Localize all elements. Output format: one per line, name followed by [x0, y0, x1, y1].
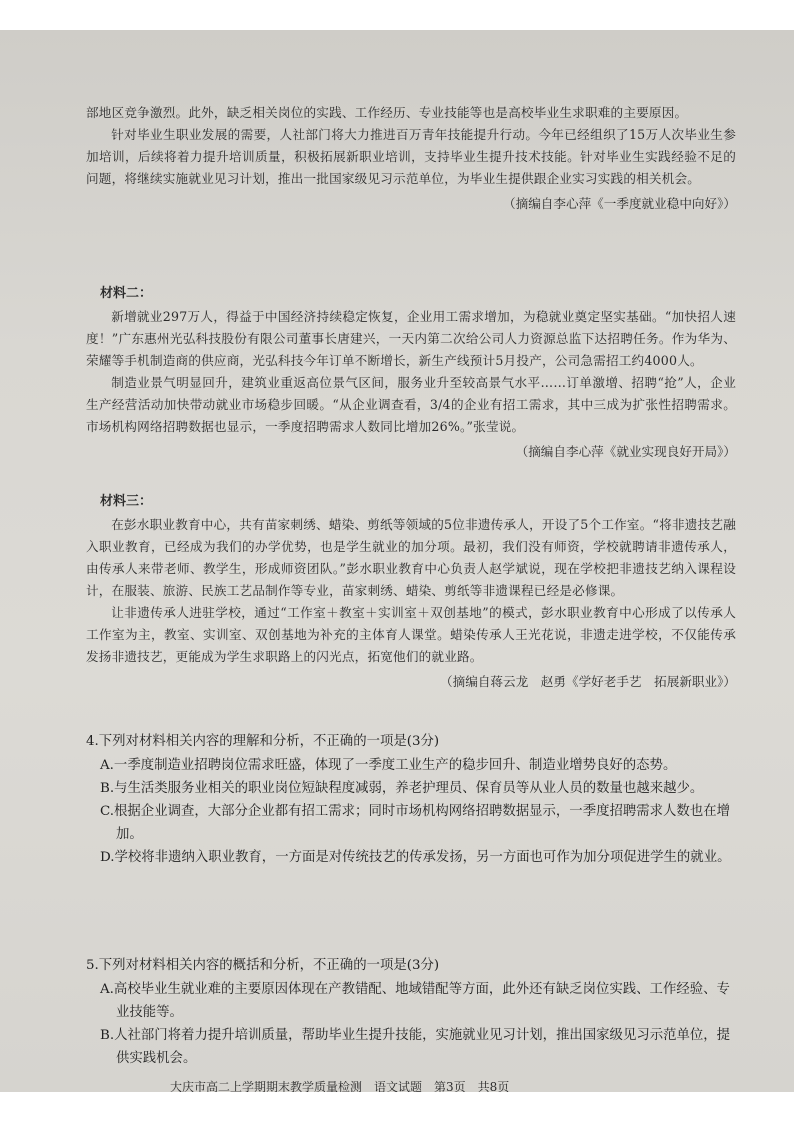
material-three-heading: 材料三：: [100, 494, 153, 509]
paragraph-1: 部地区竞争激烈。此外，缺乏相关岗位的实践、工作经历、专业技能等也是高校毕业生求职难的主要原因。: [86, 105, 688, 120]
source-1: （摘编自李心萍《一季度就业稳中向好》）: [503, 196, 736, 211]
question-4-option-a: A.一季度制造业招聘岗位需求旺盛，体现了一季度工业生产的稳步回升、制造业增势良好的态势。: [100, 758, 677, 773]
question-4-option-d: D.学校将非遗纳入职业教育，一方面是对传统技艺的传承发扬，另一方面也可作为加分项促进学生的就业。: [100, 850, 731, 865]
paragraph-6: 让非遗传承人进驻学校，通过“工作室＋教室＋实训室＋双创基地”的模式，彭水职业教育中心形成了以传承人工作室为主，教室、实训室、双创基地为补充的主体育人课堂。蜡染传承人王光花说，非遗走进学校，不仅能传承发扬非遗技艺，更能成为学生求职路上的闪光点，拓宽他们的就业路。: [86, 605, 736, 664]
paragraph-2: 针对毕业生职业发展的需要，人社部门将大力推进百万青年技能提升行动。今年已经组织了15万人次毕业生参加培训，后续将着力提升培训质量，积极拓展新职业培训，支持毕业生提升技术技能。针对毕业生实践经验不足的问题，将继续实施就业见习计划，推出一批国家级见习示范单位，为毕业生提供跟企业实习实践的相关机会。: [86, 127, 736, 186]
page-footer: 大庆市高二上学期期末教学质量检测 语文试题 第3页 共8页: [170, 1080, 510, 1092]
source-3: （摘编自蒋云龙 赵勇《学好老手艺 拓展新职业》）: [440, 674, 736, 689]
question-4-option-b: B.与生活类服务业相关的职业岗位短缺程度减弱，养老护理员、保育员等从业人员的数量也越来越少。: [100, 781, 704, 796]
paragraph-5: 在彭水职业教育中心，共有苗家刺绣、蜡染、剪纸等领域的5位非遗传承人，开设了5个工作室。“将非遗技艺融入职业教育，已经成为我们的办学优势，也是学生就业的加分项。最初，我们没有师资，学校就聘请非遗传承人，由传承人来带老师、教学生，形成师资团队。”彭水职业教育中心负责人赵学斌说，现在学校把非遗技艺纳入课程设计，在服装、旅游、民族工艺品制作等专业，苗家刺绣、蜡染、剪纸等非遗课程已经是必修课。: [86, 517, 736, 598]
question-5-option-a: A.高校毕业生就业难的主要原因体现在产教错配、地域错配等方面，此外还有缺乏岗位实践、工作经验、专业技能等。: [100, 982, 730, 1020]
material-two: [86, 280, 736, 466]
question-5-option-b: B.人社部门将着力提升培训质量，帮助毕业生提升技能，实施就业见习计划，推出国家级见习示范单位，提供实践机会。: [100, 1028, 731, 1066]
question-5: [86, 952, 736, 1070]
material-two-heading: 材料二：: [100, 286, 153, 301]
exam-page-content: [86, 30, 736, 1092]
material-one-continued: [86, 102, 736, 218]
source-2: （摘编自李心萍《就业实现良好开局》）: [515, 444, 736, 459]
paragraph-3: 新增就业297万人，得益于中国经济持续稳定恢复，企业用工需求增加，为稳就业奠定坚实基础。“加快招人速度！”广东惠州光弘科技股份有限公司董事长唐建兴，一天内第二次给公司人力资源总监下达招聘任务。作为华为、荣耀等手机制造商的供应商，光弘科技今年订单不断增长，新生产线预计5月投产，公司急需招工约4000人。: [86, 309, 736, 368]
photographed-exam-page: [0, 30, 794, 1092]
question-4-stem: 4.下列对材料相关内容的理解和分析，不正确的一项是(3分): [86, 734, 440, 749]
question-5-stem: 5.下列对材料相关内容的概括和分析，不正确的一项是(3分): [86, 958, 440, 973]
paragraph-4: 制造业景气明显回升，建筑业重返高位景气区间，服务业升至较高景气水平……订单激增、招聘“抢”人，企业生产经营活动加快带动就业市场稳步回暖。“从企业调查看，3/4的企业有招工需求，其中三成为扩张性招聘需求。市场机构网络招聘数据也显示，一季度招聘需求人数同比增加26%。”张莹说。: [86, 375, 736, 434]
question-4-option-c: C.根据企业调查，大部分企业都有招工需求；同时市场机构网络招聘数据显示，一季度招聘需求人数也在增加。: [100, 804, 730, 842]
material-three: [86, 488, 736, 696]
question-4: [86, 728, 736, 869]
